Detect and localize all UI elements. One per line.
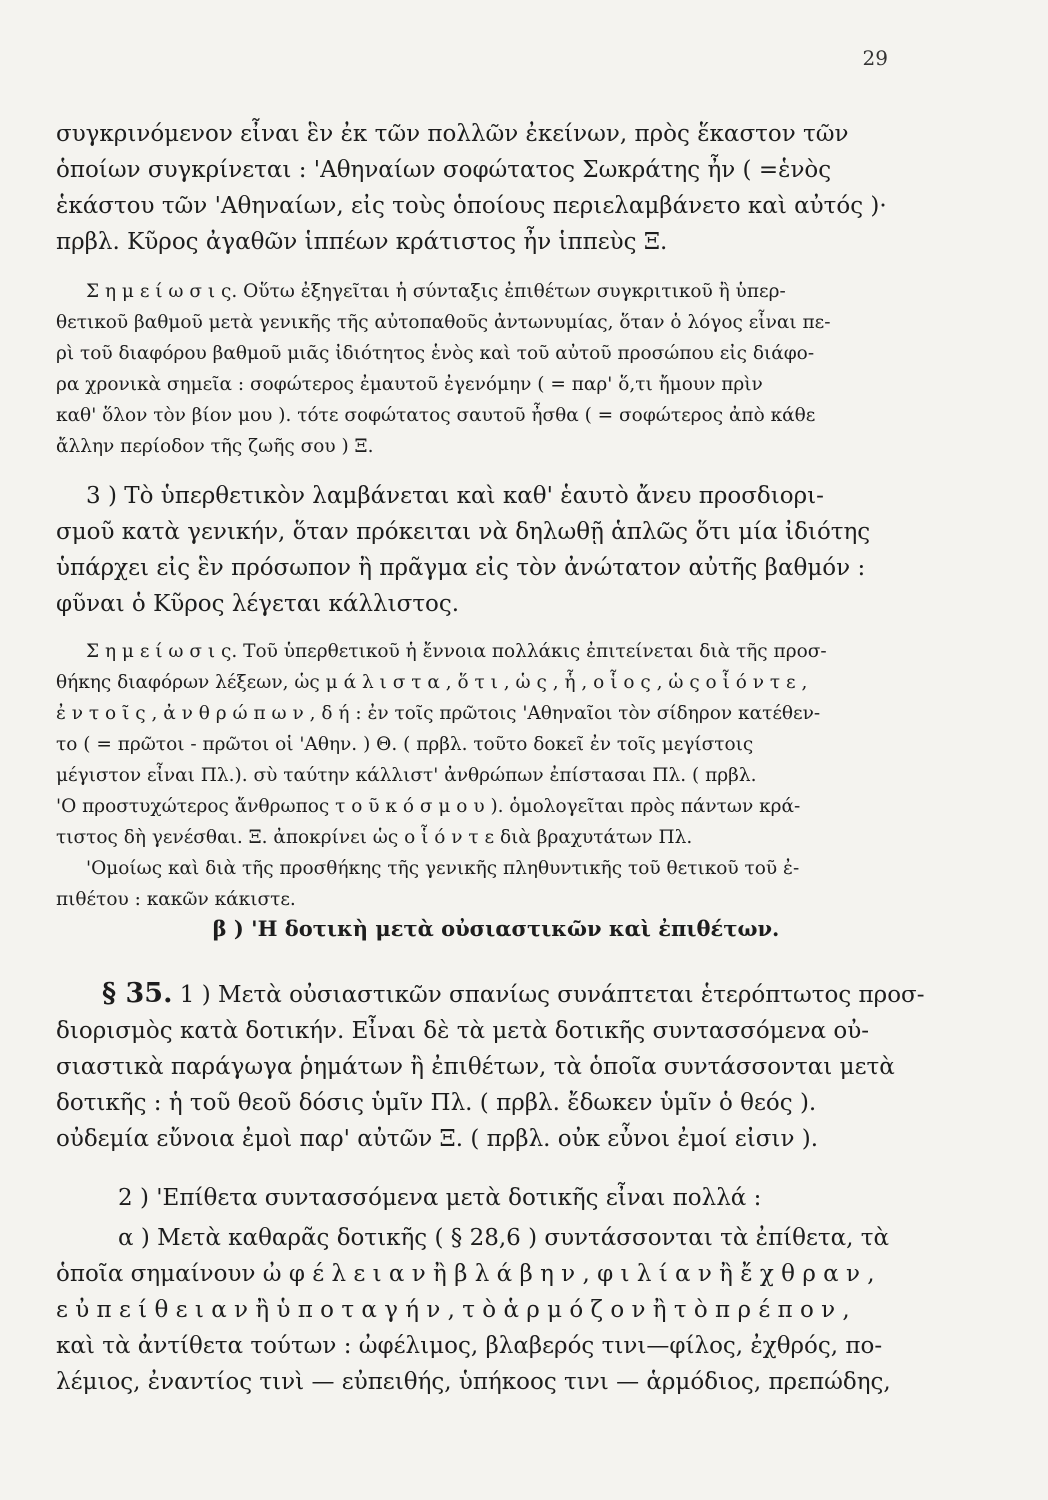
text-line: ὁποίων συγκρίνεται : 'Αθηναίων σοφώτατος Σωκράτης ἦν ( =ἑνὸς	[56, 157, 832, 183]
section-marker: § 35.	[102, 978, 173, 1009]
text-line: θήκης διαφόρων λέξεων, ὡς μ ά λ ι σ τ α , ὅ τ ι , ὡ ς , ἧ , ο ἷ ο ς , ὡ ς ο ἷ ό ν τ ε ,	[56, 672, 808, 693]
text-line: θετικοῦ βαθμοῦ μετὰ γενικῆς τῆς αὐτοπαθοῦς ἀντωνυμίας, ὅταν ὁ λόγος εἶναι πε-	[56, 312, 831, 333]
text-line: Σ η μ ε ί ω σ ι ς. Τοῦ ὑπερθετικοῦ ἡ ἔννοια πολλάκις ἐπιτείνεται διὰ τῆς προσ-	[86, 641, 827, 662]
text-line: οὐδεμία εὔνοια ἐμοὶ παρ' αὐτῶν Ξ. ( πρβλ. οὐκ εὖνοι ἐμοί εἰσιν ).	[56, 1126, 819, 1152]
text-line: τιστος δὴ γενέσθαι. Ξ. ἀποκρίνει ὡς ο ἷ ό ν τ ε διὰ βραχυτάτων Πλ.	[56, 827, 693, 848]
section-first-line: 1 ) Μετὰ οὐσιαστικῶν σπανίως συνάπτεται ἑτερόπτωτος προσ-	[172, 982, 925, 1008]
note-2	[56, 636, 936, 915]
section-35	[56, 976, 936, 1157]
note-1	[56, 276, 936, 462]
text-line: δοτικῆς : ἡ τοῦ θεοῦ δόσις ὑμῖν Πλ. ( πρβλ. ἔδωκεν ὑμῖν ὁ θεός ).	[56, 1090, 817, 1116]
text-line: διορισμὸς κατὰ δοτικήν. Εἶναι δὲ τὰ μετὰ δοτικῆς συντασσόμενα οὐ-	[56, 1018, 869, 1044]
text-line: ρα χρονικὰ σημεῖα : σοφώτερος ἐμαυτοῦ ἐγενόμην ( = παρ' ὅ,τι ἤμουν πρὶν	[56, 374, 763, 395]
text-line: ἑκάστου τῶν 'Αθηναίων, εἰς τοὺς ὁποίους περιελαμβάνετο καὶ αὐτός )·	[56, 193, 887, 219]
paragraph-adjectives	[56, 1180, 936, 1400]
text-line: ἄλλην περίοδον τῆς ζωῆς σου ) Ξ.	[56, 436, 374, 457]
text-line: λέμιος, ἐναντίος τινὶ — εὐπειθής, ὑπήκοος τινι — ἁρμόδιος, πρεπώδης,	[56, 1369, 891, 1395]
page-number: 29	[862, 46, 888, 70]
text-line: συγκρινόμενον εἶναι ἓν ἐκ τῶν πολλῶν ἐκείνων, πρὸς ἕκαστον τῶν	[56, 121, 849, 147]
text-line: ὁποῖα σημαίνουν ὠ φ έ λ ε ι α ν ἢ β λ ά β η ν , φ ι λ ί α ν ἢ ἔ χ θ ρ α ν ,	[56, 1261, 875, 1287]
text-line: ρὶ τοῦ διαφόρου βαθμοῦ μιᾶς ἰδιότητος ἑνὸς καὶ τοῦ αὐτοῦ προσώπου εἰς διάφο-	[56, 343, 815, 364]
text-line: πιθέτου : κακῶν κάκιστε.	[56, 889, 296, 910]
text-line: φῦναι ὁ Κῦρος λέγεται κάλλιστος.	[56, 591, 460, 617]
section-heading: β ) 'Η δοτικὴ μετὰ οὐσιαστικῶν καὶ ἐπιθέτων.	[212, 916, 780, 941]
text-line: καὶ τὰ ἀντίθετα τούτων : ὠφέλιμος, βλαβερός τινι—φίλος, ἐχθρός, πο-	[56, 1333, 883, 1359]
text-line: καθ' ὅλον τὸν βίον μου ). τότε σοφώτατος σαυτοῦ ἦσθα ( = σοφώτερος ἀπὸ κάθε	[56, 405, 816, 426]
text-line: 2 ) 'Επίθετα συντασσόμενα μετὰ δοτικῆς εἶναι πολλά :	[118, 1185, 762, 1211]
paragraph-3	[56, 478, 936, 622]
text-line: μέγιστον εἶναι Πλ.). σὺ ταύτην κάλλιστ' ἀνθρώπων ἐπίστασαι Πλ. ( πρβλ.	[56, 765, 757, 786]
text-line	[56, 976, 936, 1013]
text-line: 'Ο προστυχώτερος ἄνθρωπος τ ο ῦ κ ό σ μ ο υ ). ὁμολογεῖται πρὸς πάντων κρά-	[56, 796, 801, 817]
text-line: πρβλ. Κῦρος ἀγαθῶν ἱππέων κράτιστος ἦν ἱππεὺς Ξ.	[56, 229, 668, 255]
text-line: ἐ ν τ ο ῖ ς , ἀ ν θ ρ ώ π ω ν , δ ή : ἐν τοῖς πρῶτοις 'Αθηναῖοι τὸν σίδηρον κατέθεν-	[56, 703, 821, 724]
text-line: α ) Μετὰ καθαρᾶς δοτικῆς ( § 28,6 ) συντάσσονται τὰ ἐπίθετα, τὰ	[118, 1225, 890, 1251]
text-line: 'Ομοίως καὶ διὰ τῆς προσθήκης τῆς γενικῆς πληθυντικῆς τοῦ θετικοῦ τοῦ ἐ-	[86, 858, 800, 879]
text-line: σμοῦ κατὰ γενικήν, ὅταν πρόκειται νὰ δηλωθῇ ἁπλῶς ὅτι μία ἰδιότης	[56, 519, 871, 545]
text-line: ὑπάρχει εἰς ἓν πρόσωπον ἢ πρᾶγμα εἰς τὸν ἀνώτατον αὐτῆς βαθμόν :	[56, 555, 866, 581]
text-line: το ( = πρῶτοι - πρῶτοι οἱ 'Αθην. ) Θ. ( πρβλ. τοῦτο δοκεῖ ἐν τοῖς μεγίστοις	[56, 734, 754, 755]
text-line: Σ η μ ε ί ω σ ι ς. Οὕτω ἐξηγεῖται ἡ σύνταξις ἐπιθέτων συγκριτικοῦ ἢ ὑπερ-	[86, 281, 786, 302]
paragraph-1	[56, 116, 936, 260]
text-line: ε ὐ π ε ί θ ε ι α ν ἢ ὑ π ο τ α γ ή ν , τ ὸ ἁ ρ μ ό ζ ο ν ἢ τ ὸ π ρ έ π ο ν ,	[56, 1297, 850, 1323]
text-line: σιαστικὰ παράγωγα ῥημάτων ἢ ἐπιθέτων, τὰ ὁποῖα συντάσσονται μετὰ	[56, 1054, 895, 1080]
text-line: 3 ) Τὸ ὑπερθετικὸν λαμβάνεται καὶ καθ' ἑαυτὸ ἄνευ προσδιορι-	[86, 483, 824, 509]
